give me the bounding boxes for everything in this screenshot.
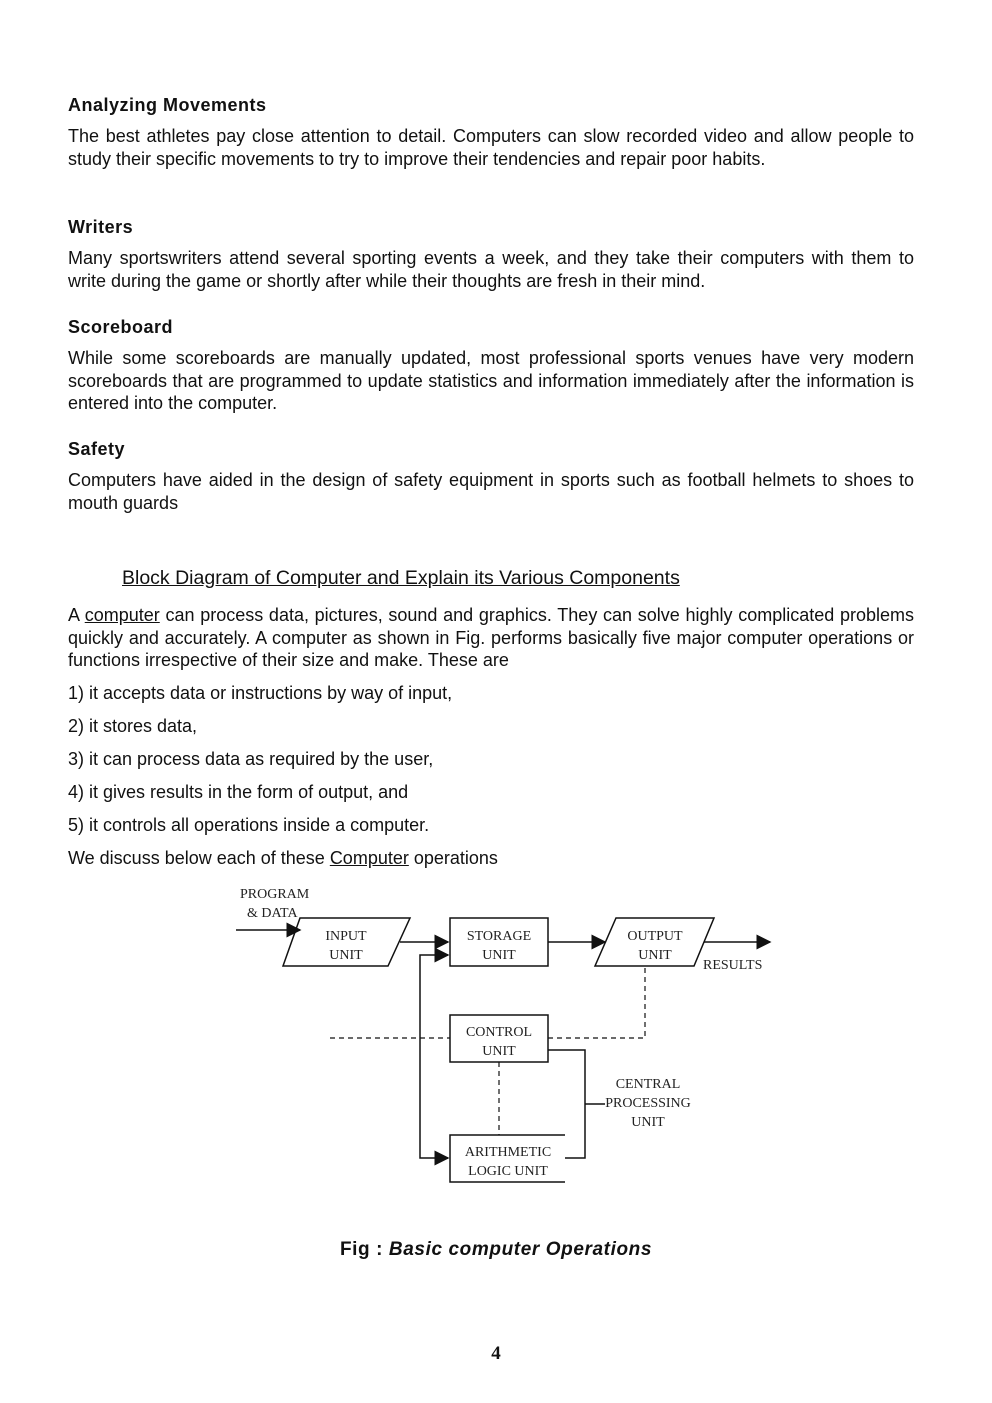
list-item: 4) it gives results in the form of output, and xyxy=(68,782,409,802)
discuss-text: We discuss below each of these xyxy=(68,848,330,868)
cpu-bracket xyxy=(548,1050,585,1158)
results-label: RESULTS xyxy=(703,958,763,973)
program-label: PROGRAM xyxy=(240,887,310,902)
section-body: Computers have aided in the design of safety equipment in sports such as football helmets to shoes to mouth guards xyxy=(68,470,914,513)
alu-label: LOGIC UNIT xyxy=(468,1164,548,1179)
section-heading: Writers xyxy=(68,217,134,237)
caption-label: Fig : xyxy=(339,1239,389,1260)
output-label: OUTPUT xyxy=(627,929,683,944)
figure-caption xyxy=(0,1239,992,1261)
page-number: 4 xyxy=(491,1343,501,1364)
input-label: INPUT xyxy=(325,929,367,944)
computer-link[interactable]: computer xyxy=(84,605,160,625)
alu-label: ARITHMETIC xyxy=(464,1145,552,1160)
block-diagram-title: Block Diagram of Computer and Explain its Various Components xyxy=(122,567,680,589)
caption-title: Basic computer Operations xyxy=(388,1239,653,1260)
control-output-dashed-line xyxy=(548,966,645,1038)
section-heading: Safety xyxy=(68,439,126,459)
input-label: UNIT xyxy=(329,948,363,963)
storage-label: STORAGE xyxy=(466,929,532,944)
control-label: UNIT xyxy=(482,1044,516,1059)
control-label: CONTROL xyxy=(465,1025,533,1040)
section-heading: Analyzing Movements xyxy=(68,95,267,115)
section-body: Many sportswriters attend several sporting events a week, and they take their computers with them to write during the game or shortly after while their thoughts are fresh in their mind. xyxy=(68,248,914,291)
list-item: 5) it controls all operations inside a computer. xyxy=(68,815,430,835)
data-label: & DATA xyxy=(247,906,298,921)
discuss-text: operations xyxy=(408,848,498,868)
cpu-label: CENTRAL xyxy=(615,1077,681,1092)
storage-label: UNIT xyxy=(482,948,516,963)
section-body: The best athletes pay close attention to detail. Computers can slow recorded video and allow people to study their specific movements to try to improve their tendencies and repair poor habits. xyxy=(68,126,914,169)
cpu-label: PROCESSING xyxy=(605,1096,691,1111)
section-heading: Scoreboard xyxy=(68,317,174,337)
cpu-label: UNIT xyxy=(631,1115,665,1130)
list-item: 3) it can process data as required by the user, xyxy=(68,749,434,769)
list-item: 1) it accepts data or instructions by way of input, xyxy=(68,683,453,703)
feedback-line xyxy=(420,955,448,1158)
intro-text: A xyxy=(68,605,85,625)
computer-link[interactable]: Computer xyxy=(329,848,409,868)
output-label: UNIT xyxy=(638,948,672,963)
intro-text: can process data, pictures, sound and graphics. They can solve highly complicated problems quickly and accurately. A computer as shown in Fig. performs basically five major computer operations or functions irrespective of their size and make. These are xyxy=(68,605,914,670)
section-body: While some scoreboards are manually updated, most professional sports venues have very modern scoreboards that are programmed to update statistics and information immediately after the information is entered into the computer. xyxy=(68,348,914,413)
list-item: 2) it stores data, xyxy=(68,716,198,736)
